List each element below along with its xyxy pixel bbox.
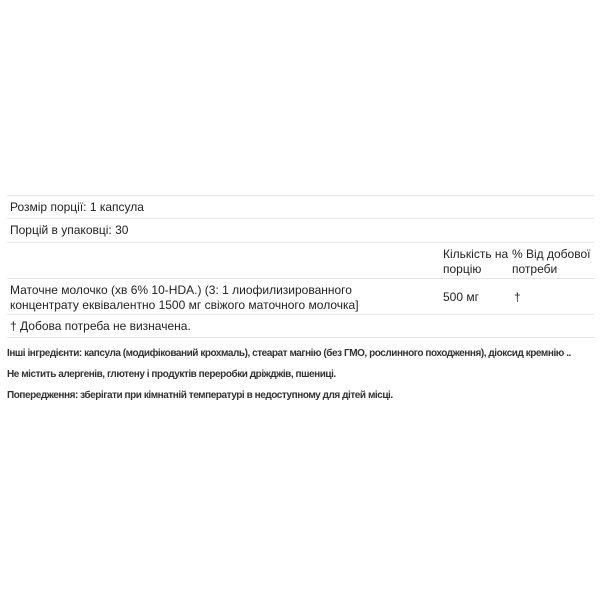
allergens: Не містить алергенів, глютену і продуктів переробки дріжджів, пшениці.: [7, 369, 336, 380]
serving-size: Розмір порції: 1 капсула: [10, 200, 144, 214]
footnote: † Добова потреба не визначена.: [10, 319, 191, 333]
table-row: [7, 278, 594, 314]
warning: Попередження: зберігати при кімнатній температурі в недоступному для дітей місці.: [7, 390, 393, 401]
ingredient-daily-value: †: [514, 290, 521, 304]
daily-value-header: % Від добової потреби: [512, 247, 591, 276]
divider: [7, 337, 594, 338]
footnote-row: [7, 314, 594, 337]
amount-header: Кількість на порцію: [443, 247, 509, 276]
ingredient-name: Маточне молочко (хв 6% 10-HDA.) (3: 1 лиофилизированного концентрату еквівалентно 1500 мг свіжого маточного молочка]: [10, 283, 359, 312]
ingredient-amount: 500 мг: [443, 290, 479, 304]
notes-section: [7, 347, 594, 410]
serving-size-row: [7, 195, 594, 218]
servings-per-container-row: [7, 218, 594, 242]
servings-per-container: Порцій в упаковці: 30: [10, 223, 129, 237]
other-ingredients: Інші інгредієнти: капсула (модифікований крохмаль), стеарат магнію (без ГМО, рослинного походження), діоксид кремнію ..: [7, 348, 571, 359]
table-header-row: [7, 242, 594, 278]
